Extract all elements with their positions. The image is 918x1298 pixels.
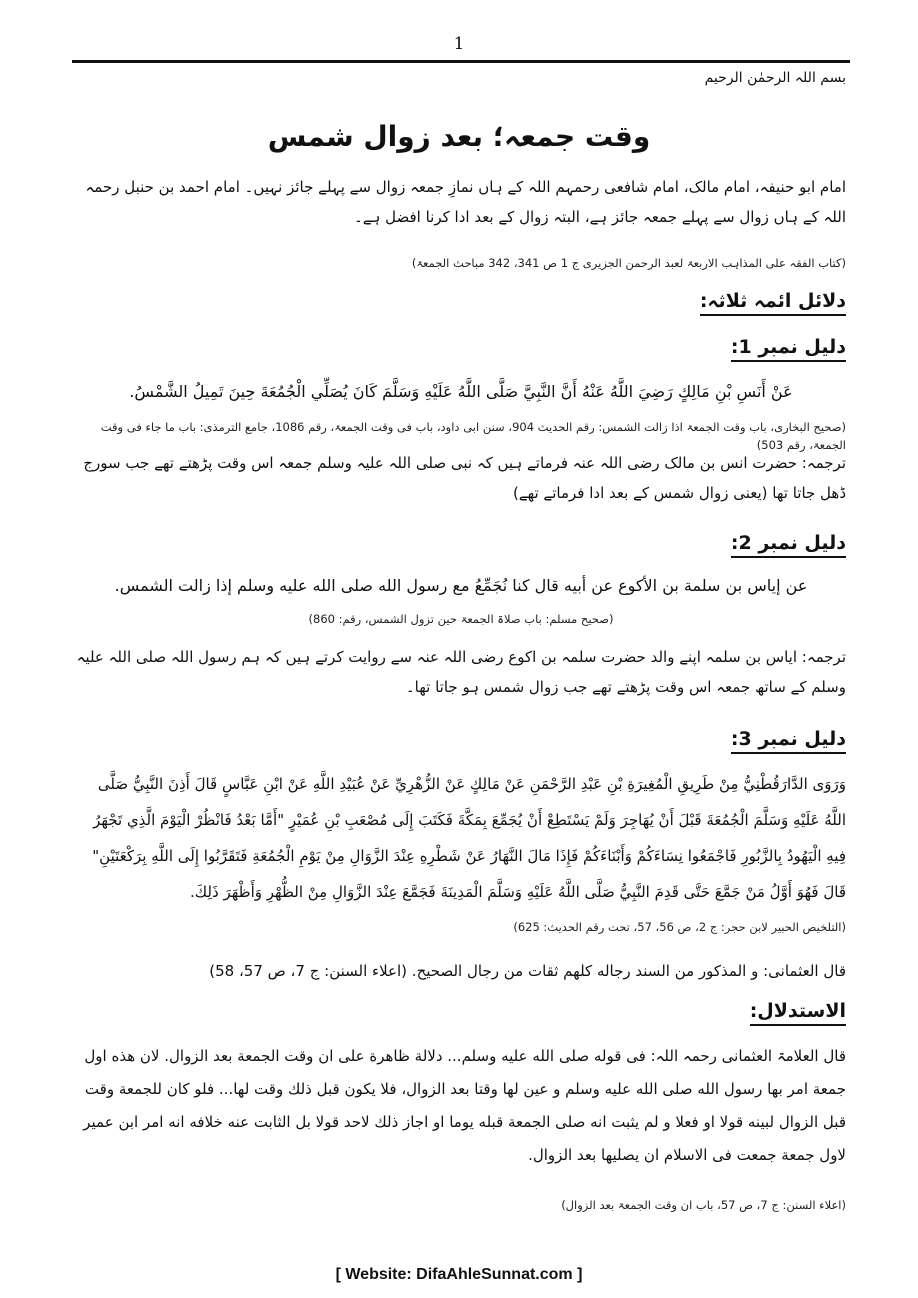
dalail-heading-wrap bbox=[700, 290, 846, 316]
dalil3-note: قال العثمانی: و المذکور من السند رجاله کلهم ثقات من رجال الصحیح. (اعلاء السنن: ج 7، ص 57، 58) bbox=[209, 962, 846, 980]
dalil2-translation: ترجمہ: ایاس بن سلمہ اپنے والد حضرت سلمہ بن اکوع رضی اللہ عنہ سے روایت کرتے ہیں کہ ہم رسول اللہ صلی اللہ علیہ وسلم کے ساتھ جمعہ اس وقت پڑھتے تھے جب زوال شمس ہو جاتا تھا۔ bbox=[76, 648, 846, 696]
dalil1-heading: دلیل نمبر 1: bbox=[731, 336, 846, 362]
dalail-heading: دلائل ائمہ ثلاثہ: bbox=[700, 290, 846, 316]
dalil1-reference: (صحیح البخاری، باب وقت الجمعۃ اذا زالت الشمس: رقم الحدیث 904، سنن ابی داود، باب فی وقت الجمعۃ، رقم 1086، جامع الترمذی: باب ما جاء فی وقت الجمعۃ، رقم 503) bbox=[100, 420, 846, 452]
page-title: وقت جمعہ؛ بعد زوال شمس bbox=[267, 120, 651, 153]
dalil2-arabic: عن إياس بن سلمة بن الأكوع عن أبيه قال كنا نُجَمِّعُ مع رسول الله صلى الله عليه وسلم إذا زالت الشمس. bbox=[114, 576, 808, 595]
dalil2-heading-wrap bbox=[731, 532, 846, 558]
dalil3-heading: دلیل نمبر 3: bbox=[731, 728, 846, 754]
istidlal-heading-wrap bbox=[750, 1000, 846, 1026]
istidlal-reference: (اعلاء السنن: ج 7، ص 57، باب ان وقت الجمعۃ بعد الزوال) bbox=[561, 1198, 846, 1212]
dalil3-arabic: وَرَوَى الدَّارَقُطْنِيُّ مِنْ طَرِيقِ الْمُغِيرَةِ بْنِ عَبْدِ الرَّحْمَنِ عَنْ مَالِكٍ عَنْ الزُّهْرِيِّ عَنْ عُبَيْدِ اللَّهِ عَنْ ابْنِ عَبَّاسٍ قَالَ أَذِنَ النَّبِيُّ صَلَّى اللَّهُ عَلَيْهِ وَسَلَّمَ الْجُمُعَةَ قَبْلَ أَنْ يُهَاجِرَ وَلَمْ يَسْتَطِعْ أَنْ يُجَمِّعَ بِمَكَّةَ فَكَتَبَ إِلَى مُصْعَبِ بْنِ عُمَيْرٍ "أَمَّا بَعْدُ فَانْظُرْ الْيَوْمَ الَّذِي تَجْهَرُ فِيهِ الْيَهُودُ بِالزَّبُورِ فَاجْمَعُوا نِسَاءَكُمْ وَأَبْنَاءَكُمْ فَإِذَا مَالَ النَّهَارُ عَنْ شَطْرِهِ عِنْدَ الزَّوَالِ مِنْ يَوْمِ الْجُمُعَةِ فَتَقَرَّبُوا إِلَى اللَّهِ بِرَكْعَتَيْنِ" قَالَ فَهُوَ أَوَّلُ مَنْ جَمَّعَ حَتَّى قَدِمَ النَّبِيُّ صَلَّى اللَّهُ عَلَيْهِ وَسَلَّمَ الْمَدِينَةَ فَجَمَّعَ عِنْدَ الزَّوَالِ مِنْ الظُّهْرِ وَأَظْهَرَ ذَلِكَ. bbox=[92, 775, 846, 901]
dalil3-heading-wrap bbox=[731, 728, 846, 754]
intro-text: امام ابو حنیفہ، امام مالک، امام شافعی رحمہم اللہ کے ہاں نمازِ جمعہ زوال سے پہلے جائز نہیں۔ امام احمد بن حنبل رحمہ اللہ کے ہاں زوال سے پہلے جمعہ جائز ہے، البتہ زوال کے بعد ادا کرنا افضل ہے۔ bbox=[85, 178, 846, 226]
page-number: 1 bbox=[453, 34, 465, 54]
istidlal-text: قال العلامۃ العثمانی رحمہ اللہ: فی قوله صلی الله علیه وسلم... دلالة ظاهرة علی ان وقت الجمعة بعد الزوال. لان هذه اول جمعة امر بها رسول الله صلی الله علیه وسلم و عین لها وقتا بعد الزوال، فلا یکون قبل ذلك وقت لها... فلو کان للجمعة وقت قبل الزوال لبینه قولا او فعلا و لم یثبت انه صلی الجمعة قبله یوما او اجاز ذلك لاحد قولا بل الثابت عنه خلافه انه امر ابن عمیر لاول جمعة جمعت فی الاسلام ان یصلیها بعد الزوال. bbox=[83, 1047, 846, 1164]
bismillah: بسم اللہ الرحمٰن الرحیم bbox=[704, 70, 846, 86]
dalil2-reference: (صحیح مسلم: باب صلاۃ الجمعۃ حین تزول الشمس، رقم: 860) bbox=[308, 612, 614, 626]
dalil2-heading: دلیل نمبر 2: bbox=[731, 532, 846, 558]
dalil1-translation: ترجمہ: حضرت انس بن مالک رضی اللہ عنہ فرماتے ہیں کہ نبی صلی اللہ علیہ وسلم جمعہ اس وقت پڑھتے تھے جب سورج ڈھل جاتا تھا (یعنی زوال شمس کے بعد ادا فرماتے تھے) bbox=[83, 454, 846, 502]
dalil1-arabic: عَنْ أَنَسِ بْنِ مَالِكٍ رَضِيَ اللَّهُ عَنْهُ أَنَّ النَّبِيَّ صَلَّى اللَّهُ عَلَيْهِ وَسَلَّمَ كَانَ يُصَلِّي الْجُمُعَةَ حِينَ تَمِيلُ الشَّمْسُ. bbox=[129, 382, 793, 401]
dalil3-reference: (التلخیص الحبیر لابن حجر: ج 2، ص 56، 57، تحت رقم الحدیث: 625) bbox=[513, 920, 846, 934]
website-footer: [ Website: DifaAhleSunnat.com ] bbox=[335, 1266, 583, 1283]
dalil1-heading-wrap bbox=[731, 336, 846, 362]
istidlal-heading: الاستدلال: bbox=[750, 1000, 846, 1026]
intro-reference: (کتاب الفقہ علی المذاہب الاربعۃ لعبد الرحمن الجزیری ج 1 ص 341، 342 مباحث الجمعۃ) bbox=[411, 256, 846, 270]
header-rule bbox=[72, 60, 850, 63]
